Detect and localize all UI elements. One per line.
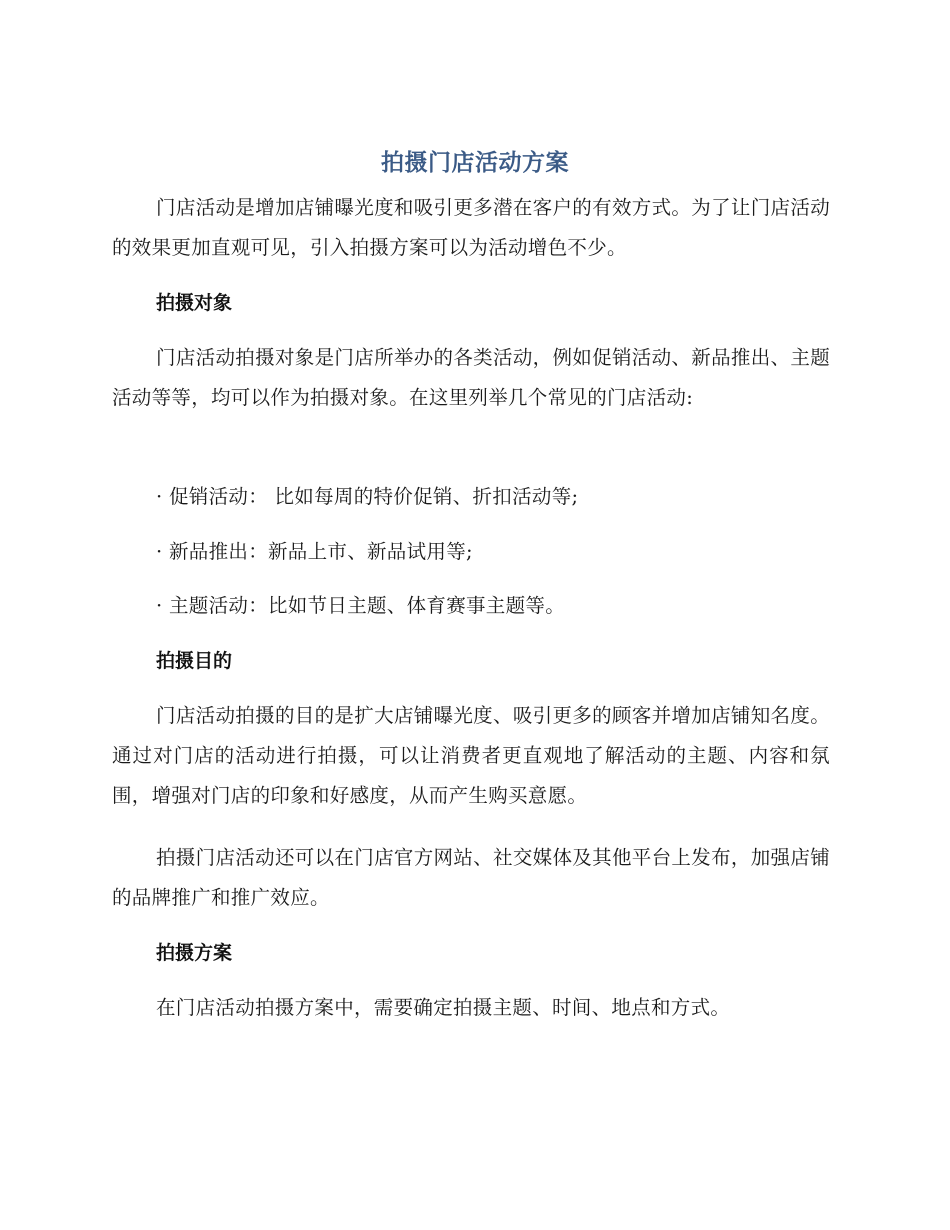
bullet-item-promotion: · 促销活动： 比如每周的特价促销、折扣活动等;	[156, 485, 579, 508]
section-heading-subject: 拍摄对象	[156, 292, 233, 314]
document-title: 拍摄门店活动方案	[381, 150, 569, 176]
subject-paragraph: 门店活动拍摄对象是门店所举办的各类活动，例如促销活动、新品推出、主题活动等等，均可以作为拍摄对象。在这里列举几个常见的门店活动:	[112, 346, 830, 409]
plan-paragraph: 在门店活动拍摄方案中，需要确定拍摄主题、时间、地点和方式。	[156, 996, 731, 1019]
purpose-paragraph-2: 拍摄门店活动还可以在门店官方网站、社交媒体及其他平台上发布，加强店铺的品牌推广和推广效应。	[112, 846, 830, 909]
intro-paragraph: 门店活动是增加店铺曝光度和吸引更多潜在客户的有效方式。为了让门店活动的效果更加直观可见，引入拍摄方案可以为活动增色不少。	[112, 196, 830, 259]
bullet-item-theme: · 主题活动：比如节日主题、体育赛事主题等。	[156, 594, 565, 617]
bullet-item-new-product: · 新品推出：新品上市、新品试用等;	[156, 540, 473, 563]
purpose-paragraph-1: 门店活动拍摄的目的是扩大店铺曝光度、吸引更多的顾客并增加店铺知名度。通过对门店的活动进行拍摄，可以让消费者更直观地了解活动的主题、内容和氛围，增强对门店的印象和好感度，从而产生购买意愿。	[112, 704, 830, 807]
section-heading-plan: 拍摄方案	[156, 942, 233, 964]
section-heading-purpose: 拍摄目的	[156, 650, 233, 672]
